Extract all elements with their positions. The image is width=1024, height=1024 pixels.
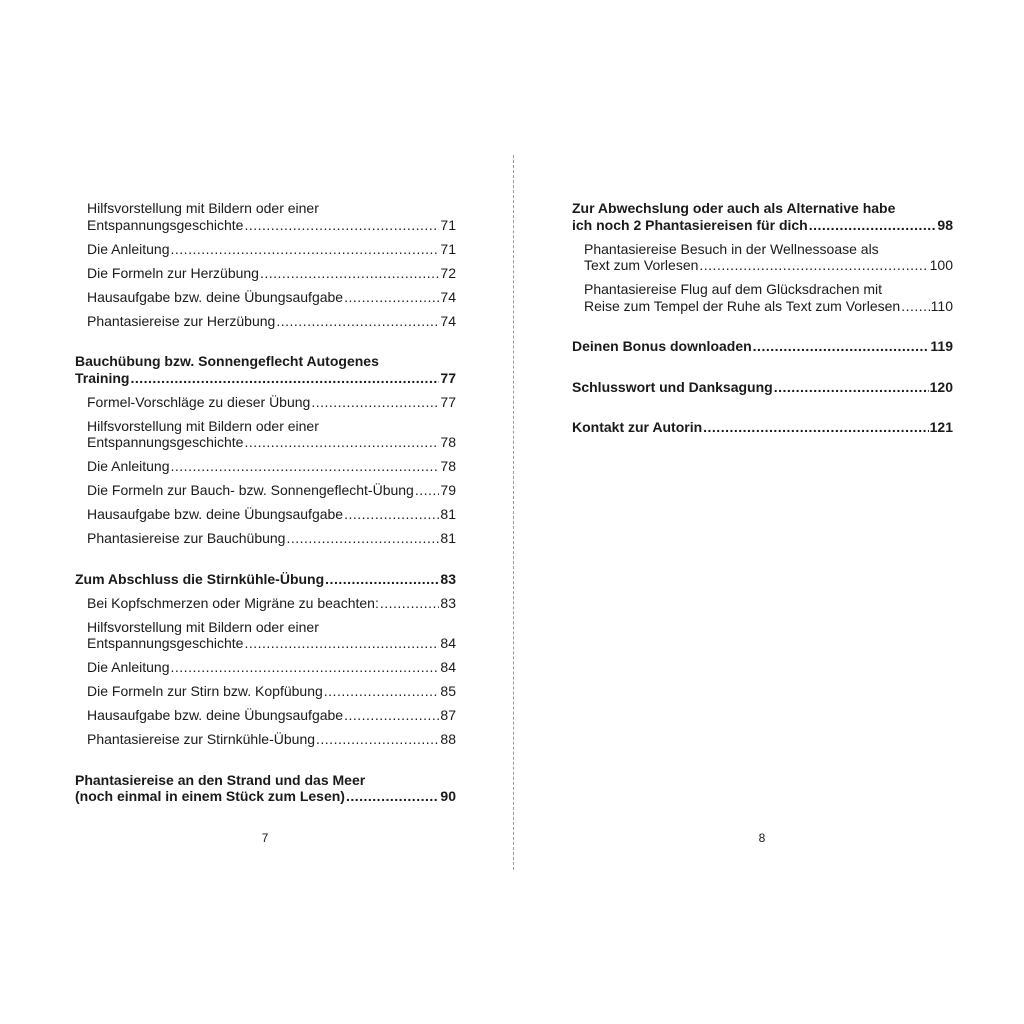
toc-entry-page-number: 98: [937, 216, 953, 233]
toc-entry-title-line: Phantasiereise an den Strand und das Meer: [75, 771, 366, 788]
toc-section-entry[interactable]: [75, 530, 456, 547]
toc-chapter-entry[interactable]: [75, 772, 456, 805]
dot-leader: [324, 683, 440, 700]
dot-leader: [380, 595, 440, 612]
toc-entry-title: Die Anleitung: [87, 240, 170, 257]
toc-entry-page-number: 110: [930, 297, 953, 314]
toc-entry-title: (noch einmal in einem Stück zum Lesen): [75, 788, 345, 804]
toc-section-entry[interactable]: [75, 683, 456, 700]
toc-entry-page-number: 119: [930, 338, 953, 354]
toc-entry-title-line: Bauchübung bzw. Sonnengeflecht Autogenes: [75, 353, 379, 369]
toc-chapter-entry[interactable]: [572, 338, 953, 355]
dot-leader: [901, 298, 929, 315]
toc-entry-page-number: 72: [440, 264, 456, 281]
toc-entry-title: Deinen Bonus downloaden: [572, 338, 752, 354]
toc-entry-title: Die Formeln zur Stirn bzw. Kopfübung: [87, 683, 323, 699]
toc-entry-title: Die Anleitung: [87, 659, 170, 675]
toc-entry-title: Zum Abschluss die Stirnkühle-Übung: [75, 570, 325, 587]
toc-entry-title: Formel-Vorschläge zu dieser Übung: [87, 393, 311, 410]
toc-entry-title: ich noch 2 Phantasiereisen für dich: [572, 216, 808, 233]
toc-section-entry[interactable]: [572, 281, 953, 314]
dot-leader: [344, 289, 439, 306]
toc-entry-title: Bei Kopfschmerzen oder Migräne zu beachten:: [87, 594, 379, 611]
toc-entry-page-number: 84: [440, 659, 456, 675]
toc-list-left: [75, 200, 456, 805]
dot-leader: [171, 458, 440, 475]
toc-entry-page-number: 78: [440, 458, 456, 474]
toc-section-entry[interactable]: [75, 418, 456, 451]
dot-leader: [130, 370, 439, 387]
toc-section-entry[interactable]: [75, 595, 456, 612]
dot-leader: [311, 394, 439, 411]
dot-leader: [753, 338, 930, 355]
toc-section-entry[interactable]: [75, 200, 456, 233]
dot-leader: [244, 434, 439, 451]
toc-entry-page-number: 121: [929, 419, 953, 435]
toc-entry-page-number: 85: [440, 683, 456, 699]
page-number: 7: [261, 831, 269, 845]
toc-entry-page-number: 90: [440, 788, 456, 804]
toc-entry-page-number: 87: [440, 707, 456, 723]
toc-entry-page-number: 100: [929, 257, 953, 273]
toc-entry-page-number: 71: [440, 240, 456, 257]
toc-section-entry[interactable]: [75, 619, 456, 652]
dot-leader: [244, 217, 439, 234]
toc-entry-page-number: 71: [440, 216, 456, 233]
dot-leader: [244, 635, 439, 652]
toc-entry-title-line: Hilfsvorstellung mit Bildern oder einer: [87, 417, 319, 434]
toc-entry-title: Schlusswort und Danksagung: [572, 378, 773, 395]
toc-section-entry[interactable]: [75, 241, 456, 258]
dot-leader: [344, 707, 439, 724]
dot-leader: [325, 571, 439, 588]
toc-entry-page-number: 120: [929, 378, 953, 395]
toc-entry-title-line: Phantasiereise Besuch in der Wellnessoase als: [584, 240, 879, 257]
toc-chapter-entry[interactable]: [572, 379, 953, 396]
right-page: [512, 0, 1024, 1024]
toc-entry-page-number: 79: [440, 482, 456, 498]
toc-entry-title: Entspannungsgeschichte: [87, 635, 244, 651]
dot-leader: [346, 788, 439, 805]
toc-section-entry[interactable]: [75, 506, 456, 523]
page-number: 8: [758, 831, 766, 845]
toc-entry-title: Hausaufgabe bzw. deine Übungsaufgabe: [87, 288, 344, 305]
toc-section-entry[interactable]: [75, 313, 456, 330]
toc-section-entry[interactable]: [75, 707, 456, 724]
dot-leader: [276, 313, 439, 330]
toc-section-entry[interactable]: [75, 394, 456, 411]
toc-entry-title: Die Formeln zur Bauch- bzw. Sonnengeflecht-Übung: [87, 482, 414, 498]
toc-entry-page-number: 81: [440, 506, 456, 522]
toc-section-entry[interactable]: [75, 659, 456, 676]
dot-leader: [171, 659, 440, 676]
dot-leader: [774, 379, 929, 396]
dot-leader: [171, 241, 440, 258]
toc-entry-title: Entspannungsgeschichte: [87, 434, 244, 450]
toc-entry-page-number: 83: [440, 594, 456, 611]
toc-entry-title: Phantasiereise zur Stirnkühle-Übung: [87, 731, 316, 747]
toc-section-entry[interactable]: [75, 265, 456, 282]
toc-entry-title-line: Phantasiereise Flug auf dem Glücksdrachen mit: [584, 281, 883, 297]
toc-chapter-entry[interactable]: [75, 353, 456, 386]
toc-entry-page-number: 77: [440, 393, 456, 410]
toc-section-entry[interactable]: [75, 289, 456, 306]
dot-leader: [415, 482, 440, 499]
toc-entry-title: Training: [75, 369, 130, 386]
toc-chapter-entry[interactable]: [572, 200, 953, 233]
toc-section-entry[interactable]: [75, 482, 456, 499]
toc-section-entry[interactable]: [75, 458, 456, 475]
toc-entry-title: Hausaufgabe bzw. deine Übungsaufgabe: [87, 506, 344, 522]
toc-entry-title: Kontakt zur Autorin: [572, 419, 703, 435]
toc-entry-page-number: 78: [440, 434, 456, 450]
toc-entry-title-line: Zur Abwechslung oder auch als Alternative habe: [572, 200, 896, 216]
toc-entry-page-number: 88: [440, 731, 456, 747]
toc-chapter-entry[interactable]: [572, 419, 953, 436]
toc-entry-page-number: 81: [440, 530, 456, 546]
toc-list-right: [572, 200, 953, 436]
dot-leader: [344, 506, 439, 523]
toc-entry-title: Die Anleitung: [87, 458, 170, 474]
dot-leader: [260, 265, 439, 282]
toc-chapter-entry[interactable]: [75, 571, 456, 588]
toc-entry-title: Reise zum Tempel der Ruhe als Text zum Vorlesen: [584, 297, 901, 314]
toc-entry-title: Entspannungsgeschichte: [87, 216, 244, 233]
toc-entry-title: Text zum Vorlesen: [584, 257, 699, 273]
toc-entry-page-number: 77: [440, 369, 456, 386]
dot-leader: [699, 257, 928, 274]
toc-entry-title: Phantasiereise zur Herzübung: [87, 312, 276, 329]
toc-entry-title-line: Hilfsvorstellung mit Bildern oder einer: [87, 200, 319, 216]
dot-leader: [809, 217, 937, 234]
toc-entry-title-line: Hilfsvorstellung mit Bildern oder einer: [87, 618, 319, 635]
dot-leader: [316, 731, 439, 748]
toc-section-entry[interactable]: [572, 241, 953, 274]
toc-entry-title: Hausaufgabe bzw. deine Übungsaufgabe: [87, 707, 344, 723]
toc-section-entry[interactable]: [75, 731, 456, 748]
toc-entry-page-number: 74: [440, 312, 456, 329]
toc-entry-page-number: 84: [440, 635, 456, 651]
toc-entry-title: Die Formeln zur Herzübung: [87, 264, 259, 281]
dot-leader: [286, 530, 439, 547]
toc-entry-page-number: 74: [440, 288, 456, 305]
toc-entry-title: Phantasiereise zur Bauchübung: [87, 530, 286, 546]
dot-leader: [703, 419, 929, 436]
toc-entry-page-number: 83: [440, 570, 456, 587]
